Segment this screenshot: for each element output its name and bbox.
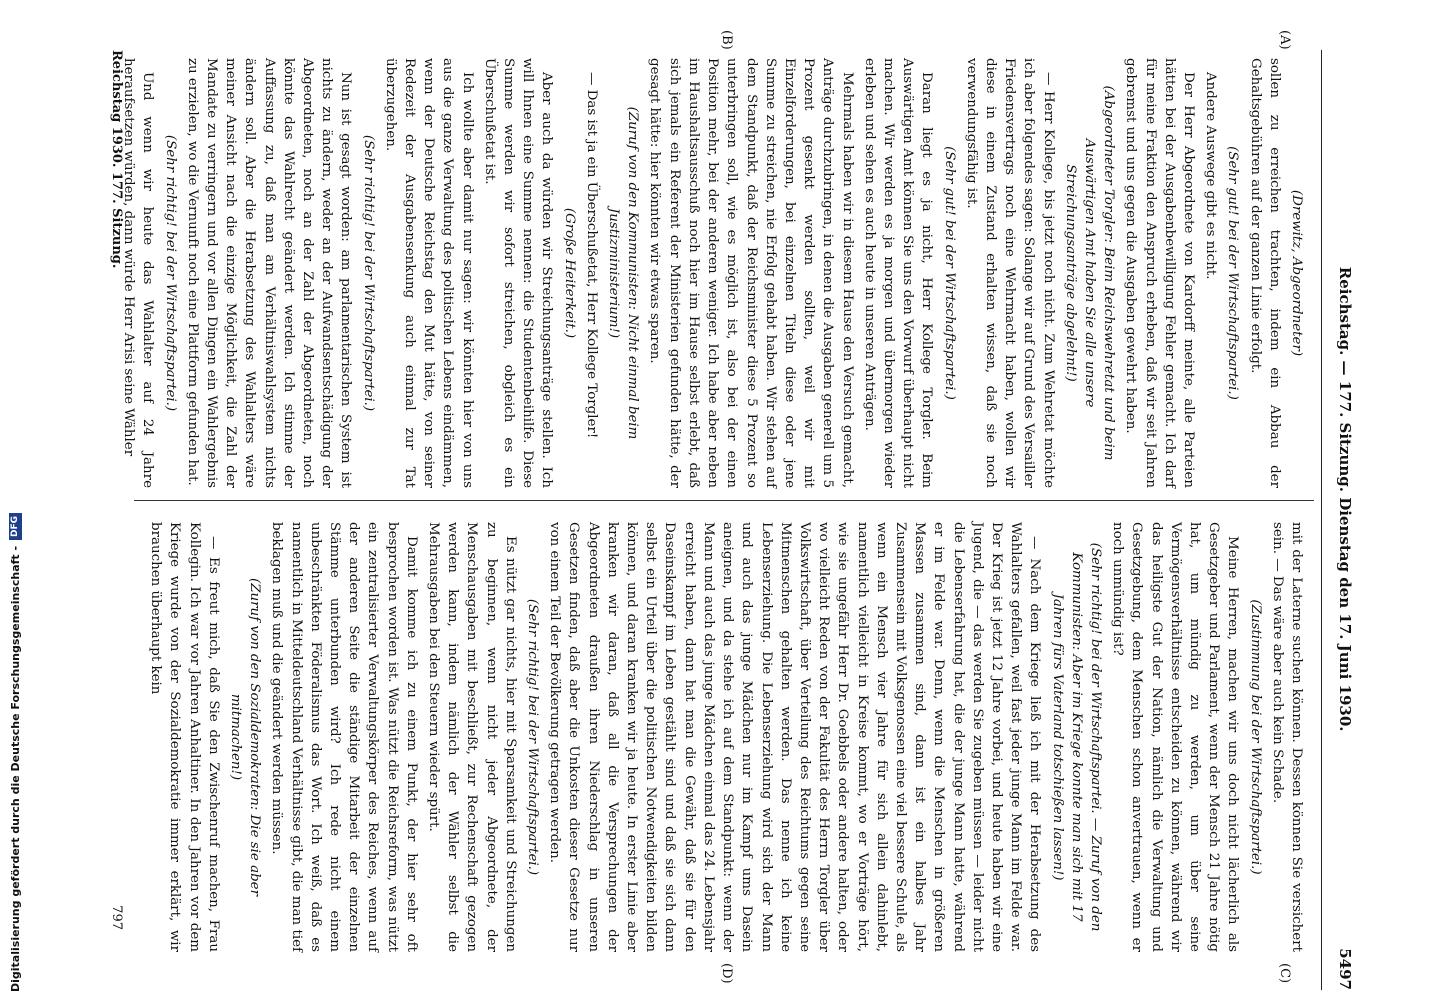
funding-credit-strip bbox=[2, 0, 24, 1000]
interjection: (Sehr gut! bei der Wirtschaftspartei.) bbox=[941, 146, 957, 400]
paragraph: Andere Auswege gibt es nicht. bbox=[1203, 72, 1219, 280]
paragraph: Damit komme ich zu einem Punkt, der hier sehr oft besprochen worden ist. Was nützt die Reichsreform, was nützt ein zentralisierter Verwaltungskörper des Reiches, wenn auf der anderen Seite die ständige Mitarbeit der einzelnen Stämme unterbunden wird? Ich rede nicht einem unbeschränkten Föderalismus das Wort. Ich weiß, daß es namentlich in Mitteldeutschland Verhältnisse gibt, die man tief beklagen muß und die geändert werden müssen. bbox=[269, 522, 419, 952]
margin-mark-c: (C) bbox=[1277, 963, 1292, 984]
footer-session: Reichstag 1930. 177. Sitzung. bbox=[109, 50, 124, 269]
speaker-label: (Drewitz, Abgeordneter) bbox=[1289, 189, 1304, 357]
interjection: (Sehr richtig! bei der Wirtschaftspartei.) bbox=[525, 598, 541, 876]
paragraph: mit der Laterne suchen können. Dessen können Sie versichert sein. — Das wäre aber auch kein Schade. bbox=[1269, 522, 1304, 952]
page-number: 5497 bbox=[1336, 948, 1354, 990]
paragraph: Ich wollte aber damit nur sagen: wir könnten hier von uns aus die ganze Verwaltung des politischen Lebens eindämmen, wenn der Deutsche Reichstag den Mut hätte, von seiner Redezeit der Ausgabensenkung auch einmal zur Tat überzugehen. bbox=[382, 58, 475, 488]
page-footer bbox=[109, 50, 124, 990]
interjection: (Sehr richtig! bei der Wirtschaftspartei.) bbox=[360, 134, 376, 412]
column-divider bbox=[134, 500, 1314, 501]
interjection: (Zuruf von den Kommunisten: Nicht einmal beim Justizministerium!) bbox=[606, 106, 641, 440]
paragraph: — Das ist ja ein Überschußetat, Herr Kollege Torgler! bbox=[583, 72, 599, 439]
funding-credit bbox=[6, 12, 24, 992]
margin-mark-d: (D) bbox=[719, 963, 734, 984]
interjection: (Sehr richtig! bei der Wirtschaftspartei. — Zuruf von den Kommunisten: Aber im Kriege konnte man sich mit 17 Jahren fürs Vaterland totschießen lassen!) bbox=[1049, 542, 1103, 932]
paragraph: — Herr Kollege, bis jetzt noch nicht. Zum Wehretat möchte ich aber folgendes sagen: Solange wir auf Grund des Versailler Friedensvertrags noch eine Wehrmacht haben, wollen wir diese in einem Zustand erhalten wissen, daß sie noch verwendungsfähig ist. bbox=[963, 58, 1056, 488]
interjection: (Sehr gut! bei der Wirtschaftspartei.) bbox=[1225, 146, 1241, 400]
header-rule bbox=[1321, 50, 1322, 990]
paragraph: Daran liegt es ja nicht, Herr Kollege Torgler. Beim Auswärtigen Amt können Sie uns den Vorwurf überhaupt nicht machen. Wir werden es ja morgen und übermorgen wieder erleben und sehen es auch heute in unseren Anträgen. bbox=[861, 58, 935, 488]
paragraph: — Nach dem Kriege ließ ich mit der Herabsetzung des Wahlalters gefallen, weil fast jeder junge Mann im Felde war. Der Krieg ist jetzt 12 Jahre vorbei, und heute haben wir eine Jugend, die — das werden Sie zugeben müssen — leider nicht die Lebenserfahrung hat, die der junge Mann hatte, während er im Felde war. Denn, wenn die Menschen in größeren Massen zusammen sind, dann ist ein halbes Jahr Zusammensein mit Volksgenossen eine viel bessere Schule, als wenn ein Mensch vier Jahre für sich allein dahinlebt, namentlich vielleicht in Kreise kommt, wo er Vorträge hört, wie sie ungefähr Herr Dr. Goebbels oder andere halten, oder wo vielleicht Reden von der Fakultät des Herrn Torgler über Volkswirtschaft, über Verteilung des Reichtums gegen seine Mitmenschen gehalten werden. Das nenne ich keine Lebenserziehung. Die Lebenserziehung wird sich der Mann und auch das junge Mädchen nur im Kampf ums Dasein aneignen, und da stehe ich auf dem Standpunkt: wenn der Mann und auch das junge Mädchen einmal das 24. Lebensjahr erreicht haben, dann hat man die Gewähr, daß sie für den Daseinskampf im Leben gestählt sind und daß sie sich dann selbst ein Urteil über die politischen Notwendigkeiten bilden können, und daran kranken wir ja heute. In erster Linie aber kranken wir daran, daß all die Versprechungen der Abgeordneten draußen ihren Niederschlag in unseren Gesetzen finden, daß aber die Unkosten dieser Gesetze nur von einem Teil der Bevölkerung getragen werden. bbox=[547, 522, 1043, 952]
header-title: Reichstag. — 177. Sitzung. Dienstag den 17. Juni 1930. bbox=[1336, 266, 1354, 732]
paragraph: Meine Herren, machen wir uns doch nicht lächerlich als Gesetzgeber und Parlament, wenn der Mensch 21 Jahre nötig hat, um mündig zu werden, um über seine Vermögensverhältnisse entscheiden zu können, während wir das heiligste Gut der Nation, nämlich die Verwaltung und Gesetzgebung, dem Menschen schon anvertrauen, wenn er noch unmündig ist? bbox=[1110, 522, 1241, 952]
paragraph: Nun ist gesagt worden: am parlamentarischen System ist nichts zu ändern, weder an der Aufwandsentschädigung der Abgeordneten, noch an der Zahl der Abgeordneten, noch könnte das Wahlrecht geändert werden. Ich stimme der Auffassung zu, daß man am Verhältniswahlsystem nichts ändern soll. Aber die Herabsetzung des Wahlalters wäre meiner Ansicht nach die einzige Möglichkeit, die Zahl der Mandate zu verringern und vor allen Dingen ein Wahlergebnis zu erzielen, wo die Vernunft noch eine Plattform gefunden hat. bbox=[184, 58, 354, 488]
paragraph: Es nützt gar nichts, hier mit Sparsamkeit und Streichungen zu beginnen, wenn nicht jeder Abgeordnete, der Menschausgaben mit beschließt, zur Rechenschaft gezogen werden kann, indem nämlich der Wähler selbst die Mehrausgaben bei den Steuern wieder spürt. bbox=[426, 522, 518, 952]
paragraph: Mehrmals haben wir in diesem Hause den Versuch gemacht, Anträge durchzubringen, in denen die Ausgaben generell um 5 Prozent gesenkt werden sollten, weil wir mit Einzelforderungen, bei einzelnen Titeln diese oder jene Summe zu streichen, nie Erfolg gehabt haben. Wir stehen auf dem Standpunkt, daß der Reichsminister diese 5 Prozent so unterbringen soll, wie es möglich ist, also bei der einen Position mehr, bei der anderen weniger. Ich habe aber neben im Haushaltsausschuß noch hier im Hause selbst erlebt, daß sich jemals ein Referent der Ministerien gefunden hätte, der gesagt hätte: hier könnten wir etwas sparen. bbox=[647, 58, 855, 488]
margin-mark-a: (A) bbox=[1277, 30, 1292, 50]
dfg-logo: DFG bbox=[9, 513, 22, 540]
margin-mark-b: (B) bbox=[719, 30, 734, 50]
paragraph: sollen zu erreichen trachten, indem ein Abbau der Gehaltsgebühren auf der ganzen Linie erfolgt. bbox=[1247, 58, 1282, 488]
interjection: (Große Heiterkeit.) bbox=[561, 207, 577, 339]
interjection: (Abgeordneter Torgler: Beim Reichswehretat und beim Auswärtigen Amt haben Sie alle unsere Streichungsanträge abgelehnt!) bbox=[1062, 85, 1117, 461]
paragraph: — Es freut mich, daß Sie den Zwischenruf machen, Frau Kollegin. Ich war vor Jahren Anhaltiner. In den Jahren vor dem Kriege wurde von der Sozialdemokratie immer erklärt, wir brauchen überhaupt kein bbox=[148, 522, 221, 952]
funding-credit-text: Digitalisierung gefördert durch die Deutsche Forschungsgemeinschaft - bbox=[8, 545, 22, 992]
interjection: (Zustimmung bei der Wirtschaftspartei.) bbox=[1247, 599, 1263, 875]
left-column bbox=[116, 58, 1306, 488]
paragraph: Aber auch da würden wir Streichungsanträge stellen. Ich will Ihnen eine Summe nennen: die Studentenbeihilfe. Diese Summe werden wir sofort streichen, obgleich es ein Überschußetat ist. bbox=[481, 58, 555, 488]
interjection: (Zuruf von den Sozialdemokraten: Die sie aber mitmachen!) bbox=[228, 578, 263, 896]
footer-page-number: 797 bbox=[109, 905, 124, 930]
interjection: (Sehr richtig! bei der Wirtschaftspartei.) bbox=[162, 134, 178, 412]
page-header bbox=[1324, 50, 1354, 990]
paragraph: Der Herr Abgeordnete von Kardorff meinte, alle Parteien hätten bei der Ausgabenbewilligung Fehler gemacht. Ich darf für meine Fraktion den Anspruch erheben, daß wir seit Jahren gebremst und uns gegen die Ausgaben gewehrt haben. bbox=[1123, 58, 1196, 488]
paragraph: Und wenn wir heute das Wahlalter auf 24 Jahre heraufsetzen würden, dann würde Herr Arisi seine Wähler bbox=[121, 58, 156, 488]
right-column bbox=[143, 522, 1306, 952]
